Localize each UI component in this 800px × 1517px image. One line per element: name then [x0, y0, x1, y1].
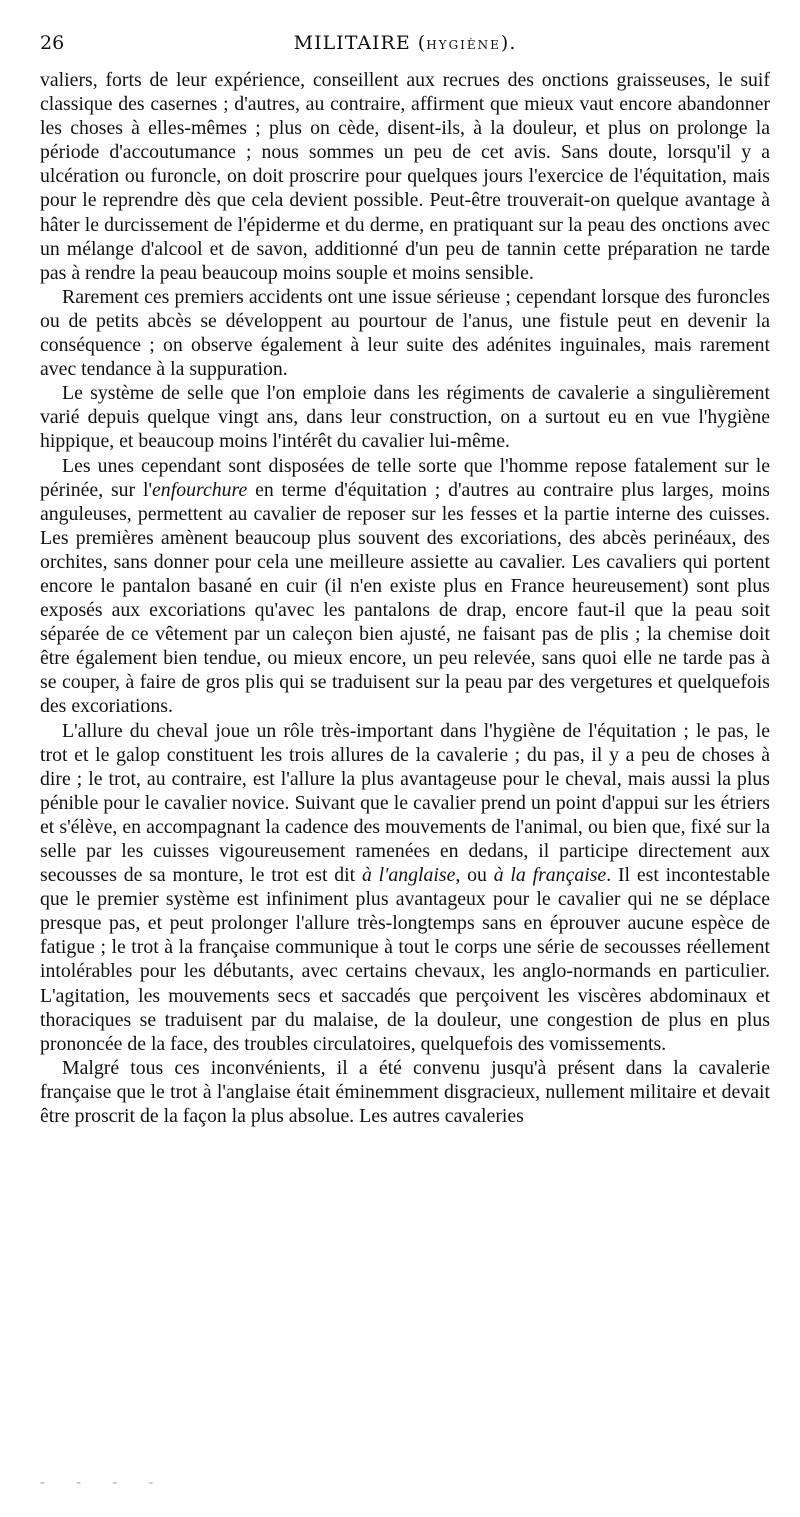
paragraph-4-part-1: Les unes cependant sont disposées de telle sorte que l'homme repose fatalement sur le périnée, sur l' — [40, 454, 770, 501]
paragraph-5-part-1: L'allure du cheval joue un rôle très-important dans l'hygiène de l'équitation ; le pas, le trot et le galop constituent les trois allures de la cavalerie ; du pas, il y a peu de choses à dire ; le trot, au contraire, est l'allure la plus avantageuse pour le cheval, mais aussi la plus pénible pour le cavalier novice. Suivant que le cavalier prend un point d'appui sur les étriers et s'élève, en accompagnant la cadence des mouvements de l'animal, ou bien que, fixé sur la selle par les cuisses vigoureusement ramenées en dedans, il participe directement aux secousses de sa monture, le trot est dit — [40, 719, 770, 887]
running-head: MILITAIRE (HYGIÈNE). — [293, 32, 517, 54]
paragraph-4-italic-term: enfourchure — [152, 478, 248, 501]
page-number: 26 — [40, 32, 65, 54]
paragraph-5-part-2: , ou — [455, 864, 494, 887]
body-text — [40, 68, 770, 1128]
paragraph-5 — [40, 719, 770, 1056]
paragraph-2: Rarement ces premiers accidents ont une issue sérieuse ; cependant lorsque des furoncles ou de petits abcès se développent au pourtour de l'anus, une fistule peut en devenir la conséquence ; on observe également à leur suite des adénites inguinales, mais rarement avec tendance à la suppuration. — [40, 285, 770, 381]
paragraph-5-part-3: . Il est incontestable que le premier système est infiniment plus avantageux pour le cavalier qui ne se déplace presque pas, et peut prolonger l'allure très-longtemps sans en éprouver aucune espèce de fatigue ; le trot à la française communique à tout le corps une série de secousses réellement intolérables pour les débutants, avec certains chevaux, les anglo-normands en particulier. L'agitation, les mouvements secs et saccadés que perçoivent les viscères abdominaux et thoraciques se traduisent par du malaise, de la douleur, une congestion de plus en plus prononcée de la face, des troubles circulatoires, quelquefois des vomissements. — [40, 864, 770, 1055]
page-header — [40, 28, 770, 58]
paragraph-5-italic-francaise: à la française — [493, 864, 607, 887]
running-subtitle: HYGIÈNE — [426, 38, 501, 52]
paragraph-4 — [40, 454, 770, 719]
paragraph-1: valiers, forts de leur expérience, conseillent aux recrues des onctions graisseuses, le suif classique des casernes ; d'autres, au contraire, affirment que mieux vaut encore abandonner les choses à elles-mêmes ; plus on cède, disent-ils, à la douleur, et plus on prolonge la période d'accoutumance ; nous sommes un peu de cet avis. Sans doute, lorsqu'il y a ulcération ou furoncle, on doit proscrire pour quelques jours l'exercice de l'équitation, mais pour le reprendre dès que cela devient possible. Peut-être trouverait-on quelque avantage à hâter le durcissement de l'épiderme et du derme, en pratiquant sur la peau des onctions avec un mélange d'alcool et de savon, additionné d'un peu de tannin cette préparation ne tarde pas à rendre la peau beaucoup moins souple et moins sensible. — [40, 69, 770, 284]
paragraph-4-part-2: en terme d'équitation ; d'autres au contraire plus larges, moins anguleuses, permettent au cavalier de reposer sur les fesses et la partie interne des cuisses. Les premières amènent beaucoup plus souvent des excoriations, des abcès perinéaux, des orchites, sans donner pour cela une meilleure assiette au cavalier. Les cavaliers qui portent encore le pantalon basané en cuir (il n'en existe plus en France heureusement) sont plus exposés aux excoriations qu'avec les pantalons de drap, encore faut-il que la peau soit séparée de ce vêtement par un caleçon bien ajusté, ne faisant pas de plis ; la chemise doit être également bien tendue, ou mieux encore, un peu relevée, sans quoi elle ne tarde pas à se couper, à faire de gros plis qui se traduisent sur la peau par des vergetures et quelquefois des excoriations. — [40, 478, 770, 718]
footer-marks: - - - - — [40, 1475, 168, 1490]
paragraph-5-italic-anglaise: à l'anglaise — [361, 864, 456, 887]
paragraph-6: Malgré tous ces inconvénients, il a été convenu jusqu'à présent dans la cavalerie française que le trot à l'anglaise était éminemment disgracieux, nullement militaire et devait être proscrit de la façon la plus absolue. Les autres cavaleries — [40, 1056, 770, 1128]
paragraph-3: Le système de selle que l'on emploie dans les régiments de cavalerie a singulièrement varié depuis quelque vingt ans, dans leur construction, on a surtout eu en vue l'hygiène hippique, et beaucoup moins l'intérêt du cavalier lui-même. — [40, 382, 770, 453]
running-title: MILITAIRE — [293, 32, 411, 54]
